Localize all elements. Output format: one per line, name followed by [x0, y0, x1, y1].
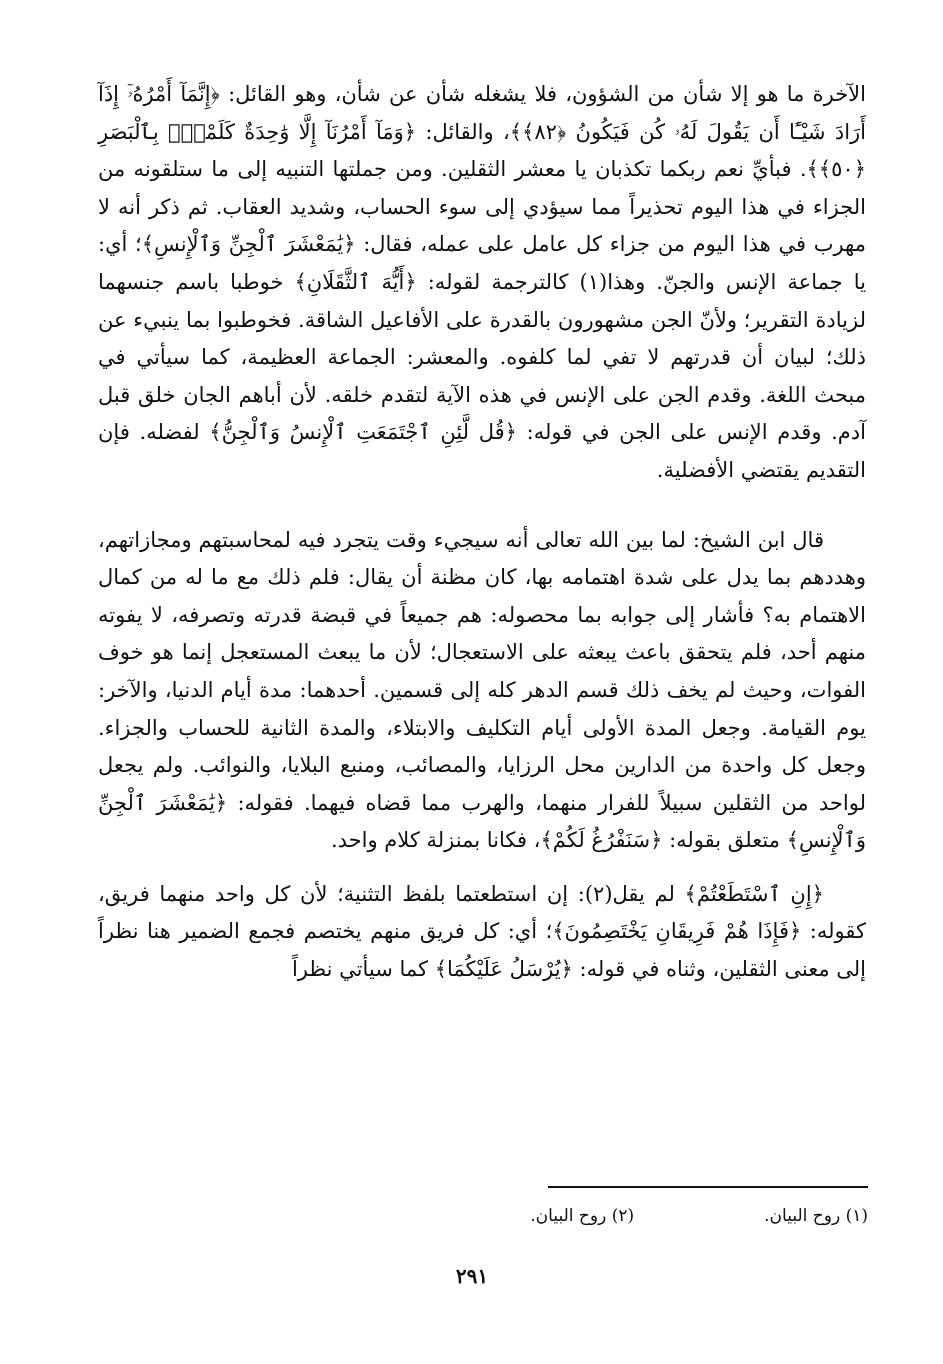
- paragraph-3: ﴿إِنِ ٱسْتَطَعْتُمْ﴾ لم يقل(٢): إن استطعتما بلفظ التثنية؛ لأن كل واحد منهما فريق، كقوله: ﴿فَإِذَا هُمْ فَرِيقَانِ يَخْتَصِمُونَ﴾؛ أي: كل فريق منهم يختصم فجمع الضمير هنا نظراً إلى معنى الثقلين، وثناه في قوله: ﴿يُرْسَلُ عَلَيْكُمَا﴾ كما سيأتي نظراً: [98, 881, 866, 982]
- page-number: ٢٩١: [455, 1264, 489, 1288]
- main-text: [98, 76, 866, 989]
- paragraph-gap: [98, 490, 866, 522]
- footnote-divider: [548, 1186, 868, 1188]
- paragraph-2: قال ابن الشيخ: لما بين الله تعالى أنه سيجيء وقت يتجرد فيه لمحاسبتهم ومجازاتهم، وهددهم بما يدل على شدة اهتمامه بها، كان مظنة أن يقال: فلم ذلك مع ما له من كمال الاهتمام به؟ فأشار إلى جوابه بما محصوله: هم جميعاً في قبضة قدرته وتصرفه، لا يفوته منهم أحد، فلم يتحقق باعث يبعثه على الاستعجال؛ لأن ما يبعث المستعجل إنما هو خوف الفوات، وحيث لم يخف ذلك قسم الدهر كله إلى قسمين. أحدهما: مدة أيام الدنيا، والآخر: يوم القيامة. وجعل المدة الأولى أيام التكليف والابتلاء، والمدة الثانية للحساب والجزاء. وجعل كل واحدة من الدارين محل الرزايا، والمصائب، ومنبع البلايا، والنوائب. ولم يجعل لواحد من الثقلين سبيلاً للفرار منهما، والهرب مما قضاه فيهما. فقوله: ﴿يَٰمَعْشَرَ ٱلْجِنِّ وَٱلْإِنسِ﴾ متعلق بقوله: ﴿سَنَفْرُغُ لَكُمْ﴾، فكانا بمنزلة كلام واحد.: [98, 527, 866, 853]
- footnote-2: (٢) روح البيان.: [530, 1206, 635, 1226]
- paragraph-gap: [98, 860, 866, 876]
- footnote-1: (١) روح البيان.: [764, 1206, 868, 1226]
- footnotes: [280, 1204, 868, 1228]
- paragraph-1: الآخرة ما هو إلا شأن من الشؤون، فلا يشغله شأن عن شأن، وهو القائل: ﴿إِنَّمَآ أَمْرُهُۥٓ إِذَآ أَرَادَ شَيْـًٔا أَن يَقُولَ لَهُۥ كُن فَيَكُونُ ﴿٨٢﴾﴾، والقائل: ﴿وَمَآ أَمْرُنَآ إِلَّا وَٰحِدَةٌ كَلَمْحٍۭ بِٱلْبَصَرِ ﴿٥٠﴾﴾. فبأيِّ نعم ربكما تكذبان يا معشر الثقلين. ومن جملتها التنبيه إلى ما ستلقونه من الجزاء في هذا اليوم تحذيراً مما سيؤدي إلى سوء الحساب، وشديد العقاب. ثم ذكر أنه لا مهرب في هذا اليوم من جزاء كل عامل على عمله، فقال: ﴿يَٰمَعْشَرَ ٱلْجِنِّ وَٱلْإِنسِ﴾؛ أي: يا جماعة الإنس والجنّ. وهذا(١) كالترجمة لقوله: ﴿أَيُّهَ ٱلثَّقَلَانِ﴾ خوطبا باسم جنسهما لزيادة التقرير؛ ولأنّ الجن مشهورون بالقدرة على الأفاعيل الشاقة. فخوطبوا بما ينبيء عن ذلك؛ لبيان أن قدرتهم لا تفي لما كلفوه. والمعشر: الجماعة العظيمة، كما سيأتي في مبحث اللغة. وقدم الجن على الإنس في هذه الآية لتقدم خلقه. لأن أباهم الجان خلق قبل آدم. وقدم الإنس على الجن في قوله: ﴿قُل لَّئِنِ ٱجْتَمَعَتِ ٱلْإِنسُ وَٱلْجِنُّ﴾ لفضله. فإن التقديم يقتضي الأفضلية.: [98, 82, 866, 482]
